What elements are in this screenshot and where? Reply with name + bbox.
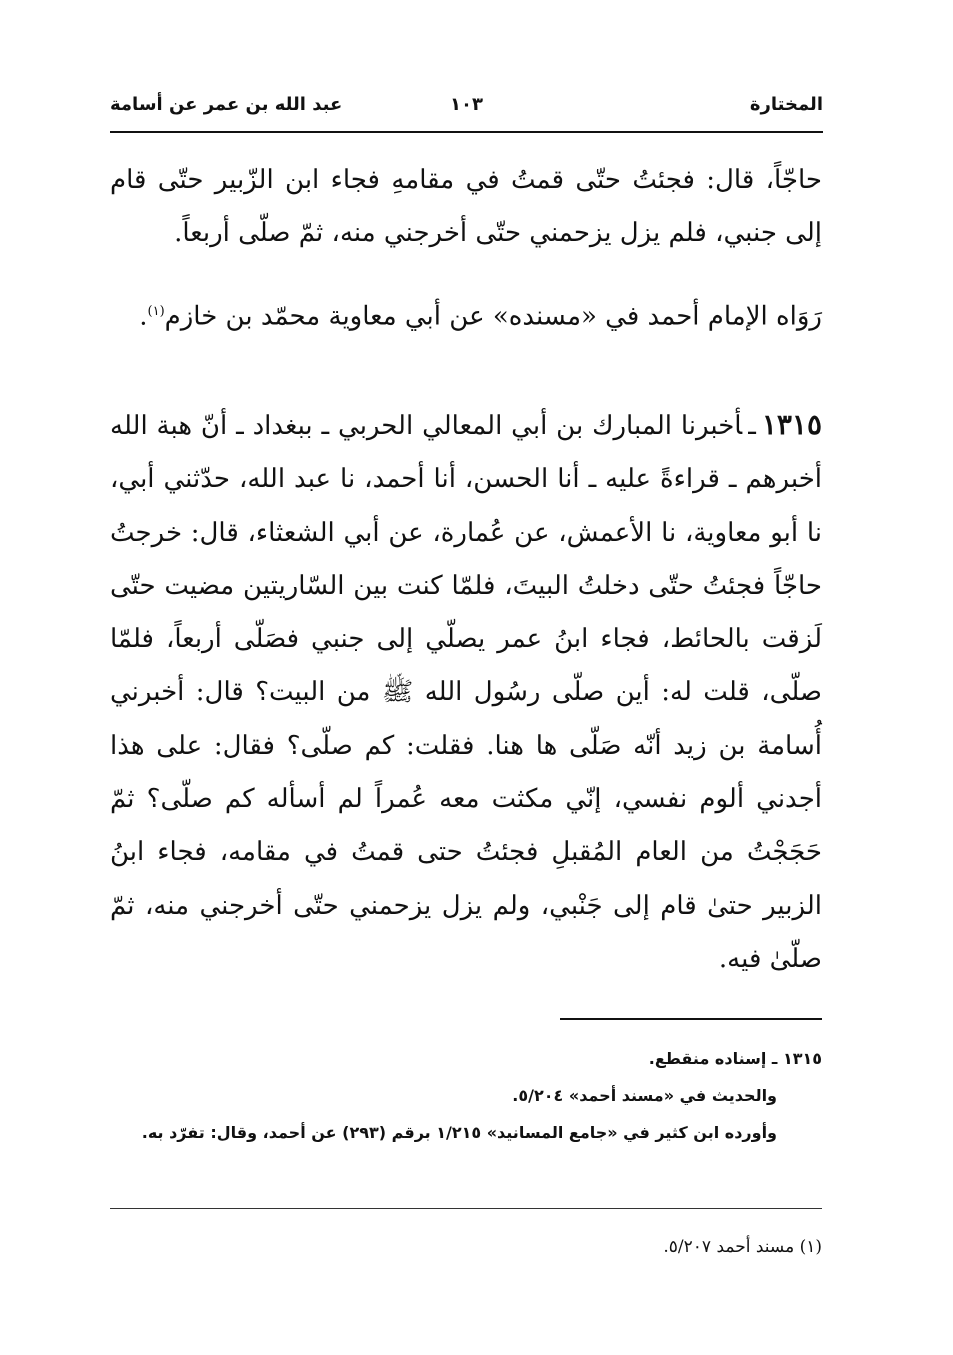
footnote-reference: (١) — [147, 304, 165, 319]
footnote-line-2: والحديث في «مسند أحمد» ٥/٢٠٤. — [512, 1086, 777, 1105]
editor-footnote — [100, 1040, 822, 1151]
footnote-line-3: وأورده ابن كثير في «جامع المسانيد» ١/٢١٥ برقم (٢٩٣) عن أحمد، وقال: تفرّد به. — [141, 1123, 777, 1142]
hadith-line — [110, 398, 822, 986]
hadith-text: أخبرنا المبارك بن أبي المعالي الحربي ـ ببغداد ـ أنّ هبة الله أخبرهم ـ قراءةً عليه ـ أنا الحسن، أنا أحمد، نا عبد الله، حدّثني أبي، نا أبو معاوية، نا الأعمش، عن عُمارة، عن أبي الشعثاء، قال: خرجتُ حاجّاً فجئتُ حتّى دخلتُ البيتَ، فلمّا كنت بين السّاريتين مضيت حتّى لَزقت بالحائط، فجاء ابنُ عمر يصلّي إلى جنبي فصَلّى أربعاً، فلمّا صلّى، قلت له: أين صلّى رسُول الله ﷺ من البيت؟ قال: أخبرني أُسامة بن زيد أنّه صَلّى ها هنا. فقلت: كم صلّى؟ فقال: على هذا أجدني ألوم نفسي، إنّي مكثت معه عُمراً لم أسأله كم صلّى؟ ثمّ حَجَجْتُ من العام المُقبلِ فجئتُ حتى قمتُ في مقامه، فجاء ابنُ الزبير حتىٰ قام إلى جَنْبي، ولم يزل يزحمني حتّى أخرجني منه، ثمّ صلّىٰ فيه. — [110, 411, 822, 974]
paragraph-2-text: رَوَاه الإمام أحمد في «مسنده» عن أبي معاوية محمّد بن خازم — [164, 301, 822, 332]
hadith-dash: ـ — [748, 411, 756, 441]
section-title: عبد الله بن عمر عن أسامة — [110, 94, 343, 115]
page-number: ١٠٣ — [450, 94, 483, 115]
page-header — [110, 88, 823, 128]
footnote-line-1: ١٣١٥ ـ إسناده منقطع. — [648, 1049, 822, 1068]
author-footnote — [110, 1232, 822, 1262]
paragraph-2-end: . — [139, 301, 148, 332]
footnote-2-text: (١) مسند أحمد ٥/٢٠٧. — [663, 1237, 822, 1257]
header-divider — [110, 131, 823, 133]
paragraph-continuation — [110, 154, 822, 261]
hadith-paragraph — [110, 398, 822, 986]
footnote-divider-dotted — [110, 1208, 822, 1209]
footnote-divider — [560, 1018, 822, 1020]
attribution-line — [110, 285, 822, 344]
book-title: المختارة — [749, 94, 823, 115]
hadith-number: ١٣١٥ — [761, 408, 822, 441]
paragraph-attribution — [110, 285, 822, 344]
paragraph-1-text: حاجّاً، قال: فجئتُ حتّى قمتُ في مقامهِ فجاء ابن الزّبير حتّى قام إلى جنبي، فلم يزل يزحمني حتّى أخرجني منه، ثمّ صلّى أربعاً. — [110, 165, 822, 249]
